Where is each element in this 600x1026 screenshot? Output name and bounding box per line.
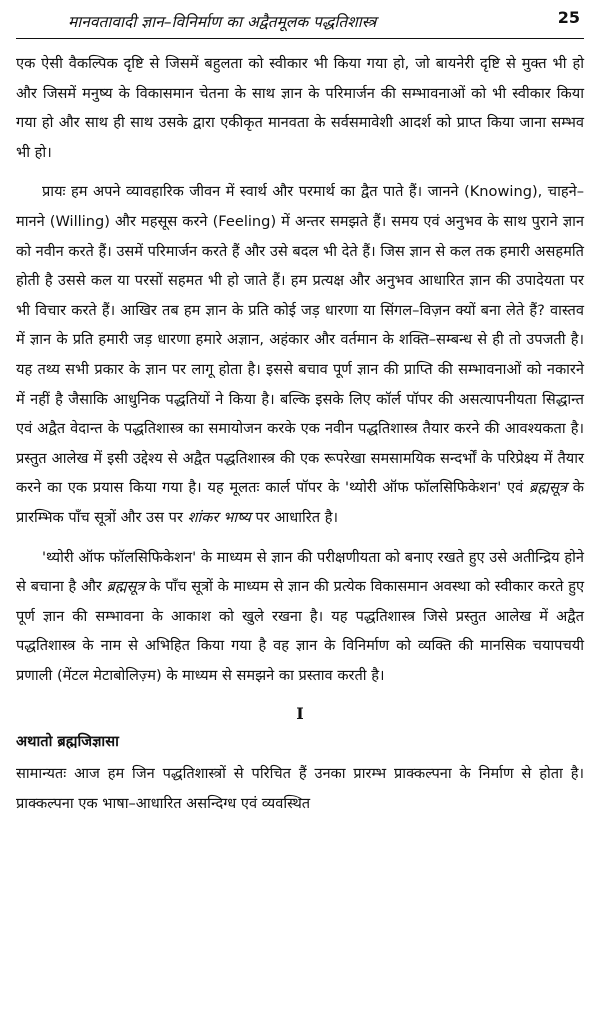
section-heading: अथातो ब्रह्मजिज्ञासा (16, 733, 119, 751)
section-numeral: I (296, 704, 304, 724)
brahmasutra-reference: ब्रह्मसूत्र (529, 479, 567, 497)
page-number: 25 (557, 8, 580, 27)
paragraph-3-text-end: के पाँच सूत्रों के माध्यम से ज्ञान की प्रत्येक विकासमान अवस्था को स्वीकार करते हुए पूर्ण ज्ञान की सम्भावना के आकाश को खुले रखना है। यह पद्धतिशास्त्र जिसे प्रस्तुत आलेख में अद्वैत पद्धतिशास्त्र के नाम से अभिहित किया गया है वह ज्ञान के विनिर्माण को व्यक्ति की मानसिक चयापचयी प्रणाली (मेंटल मेटाबोलिज़्म) के माध्यम से समझने का प्रस्ताव करती है। (16, 578, 585, 684)
section-paragraph-1: सामान्यतः आज हम जिन पद्धतिशास्त्रों से परिचित हैं उनका प्रारम्भ प्राक्कल्पना के निर्माण से होता है। प्राक्कल्पना एक भाषा–आधारित असन्दिग्ध एवं व्यवस्थित (16, 765, 584, 813)
paragraph-2-text: प्रायः हम अपने व्यावहारिक जीवन में स्वार्थ और परमार्थ का द्वैत पाते हैं। जानने (Knowing), चाहने–मानने (Willing) और महसूस करने (Feeling) में अन्तर समझते हैं। समय एवं अनुभव के साथ पुराने ज्ञान को नवीन करते हैं। उसमें परिमार्जन करते हैं और उसे बदल भी देते हैं। जिस ज्ञान से कल तक हमारी असहमति होती है उससे कल या परसों सहमत भी हो जाते हैं। हम प्रत्यक्ष और अनुभव आधारित ज्ञान की उपादेयता पर भी विचार करते हैं। आखिर तब हम ज्ञान के प्रति कोई जड़ धारणा या सिंगल–विज़न क्यों बना लेते हैं? वास्तव में ज्ञान के प्रति हमारी जड़ धारणा हमारे अज्ञान, अहंकार और वर्तमान के शक्ति–सम्बन्ध से ही तो उपजती है। यह तथ्य सभी प्रकार के ज्ञान पर लागू होता है। इससे बचाव पूर्ण ज्ञान की प्राप्ति की सम्भावनाओं को नकारने में नहीं है जैसाकि आधुनिक पद्धतियों ने किया है। बल्कि इसके लिए कॉर्ल पॉपर की असत्यापनीयता सिद्धान्त एवं अद्वैत वेदान्त के पद्धतिशास्त्र का समायोजन करके एक नवीन पद्धतिशास्त्र तैयार करने की आवश्यकता है। प्रस्तुत आलेख में इसी उद्देश्य से अद्वैत पद्धतिशास्त्र की एक रूपरेखा समसामयिक सन्दर्भों के परिप्रेक्ष्य में तैयार करने का एक प्रयास किया गया है। यह मूलतः कार्ल पॉपर के 'थ्योरी ऑफ फॉलसिफिकेशन' एवं (16, 183, 584, 497)
paragraph-3-text: 'थ्योरी ऑफ फॉलसिफिकेशन' के माध्यम से ज्ञान की परीक्षणीयता को बनाए रखते हुए उसे अतीन्द्रिय होने से बचाना है और (16, 548, 584, 596)
running-title: मानवतावादी ज्ञान–विनिर्माण का अद्वैतमूलक पद्धतिशास्त्र (68, 13, 377, 31)
paragraph-2-text-mid: के प्रारम्भिक पाँच सूत्रों और उस पर (16, 479, 584, 526)
paragraph-2-text-end: पर आधारित है। (255, 508, 338, 526)
paragraph-3 (16, 543, 584, 691)
paragraph-2 (16, 177, 584, 532)
page-header (16, 6, 584, 39)
paragraph-1: एक ऐसी वैकल्पिक दृष्टि से जिसमें बहुलता को स्वीकार भी किया गया हो, जो बायनेरी दृष्टि से मुक्त भी हो और जिसमें मनुष्य के विकासमान चेतना के साथ ज्ञान के परिमार्जन की सम्भावनाओं को भी स्वीकार किया गया हो और साथ ही साथ उसके द्वारा एकीकृत मानवता के सर्वसमावेशी आदर्श को प्राप्त किया जाना सम्भव भी हो। (16, 55, 584, 161)
brahmasutra-reference-2: ब्रह्मसूत्र (106, 578, 145, 596)
shankar-bhashya-reference: शांकर भाष्य (187, 508, 251, 526)
